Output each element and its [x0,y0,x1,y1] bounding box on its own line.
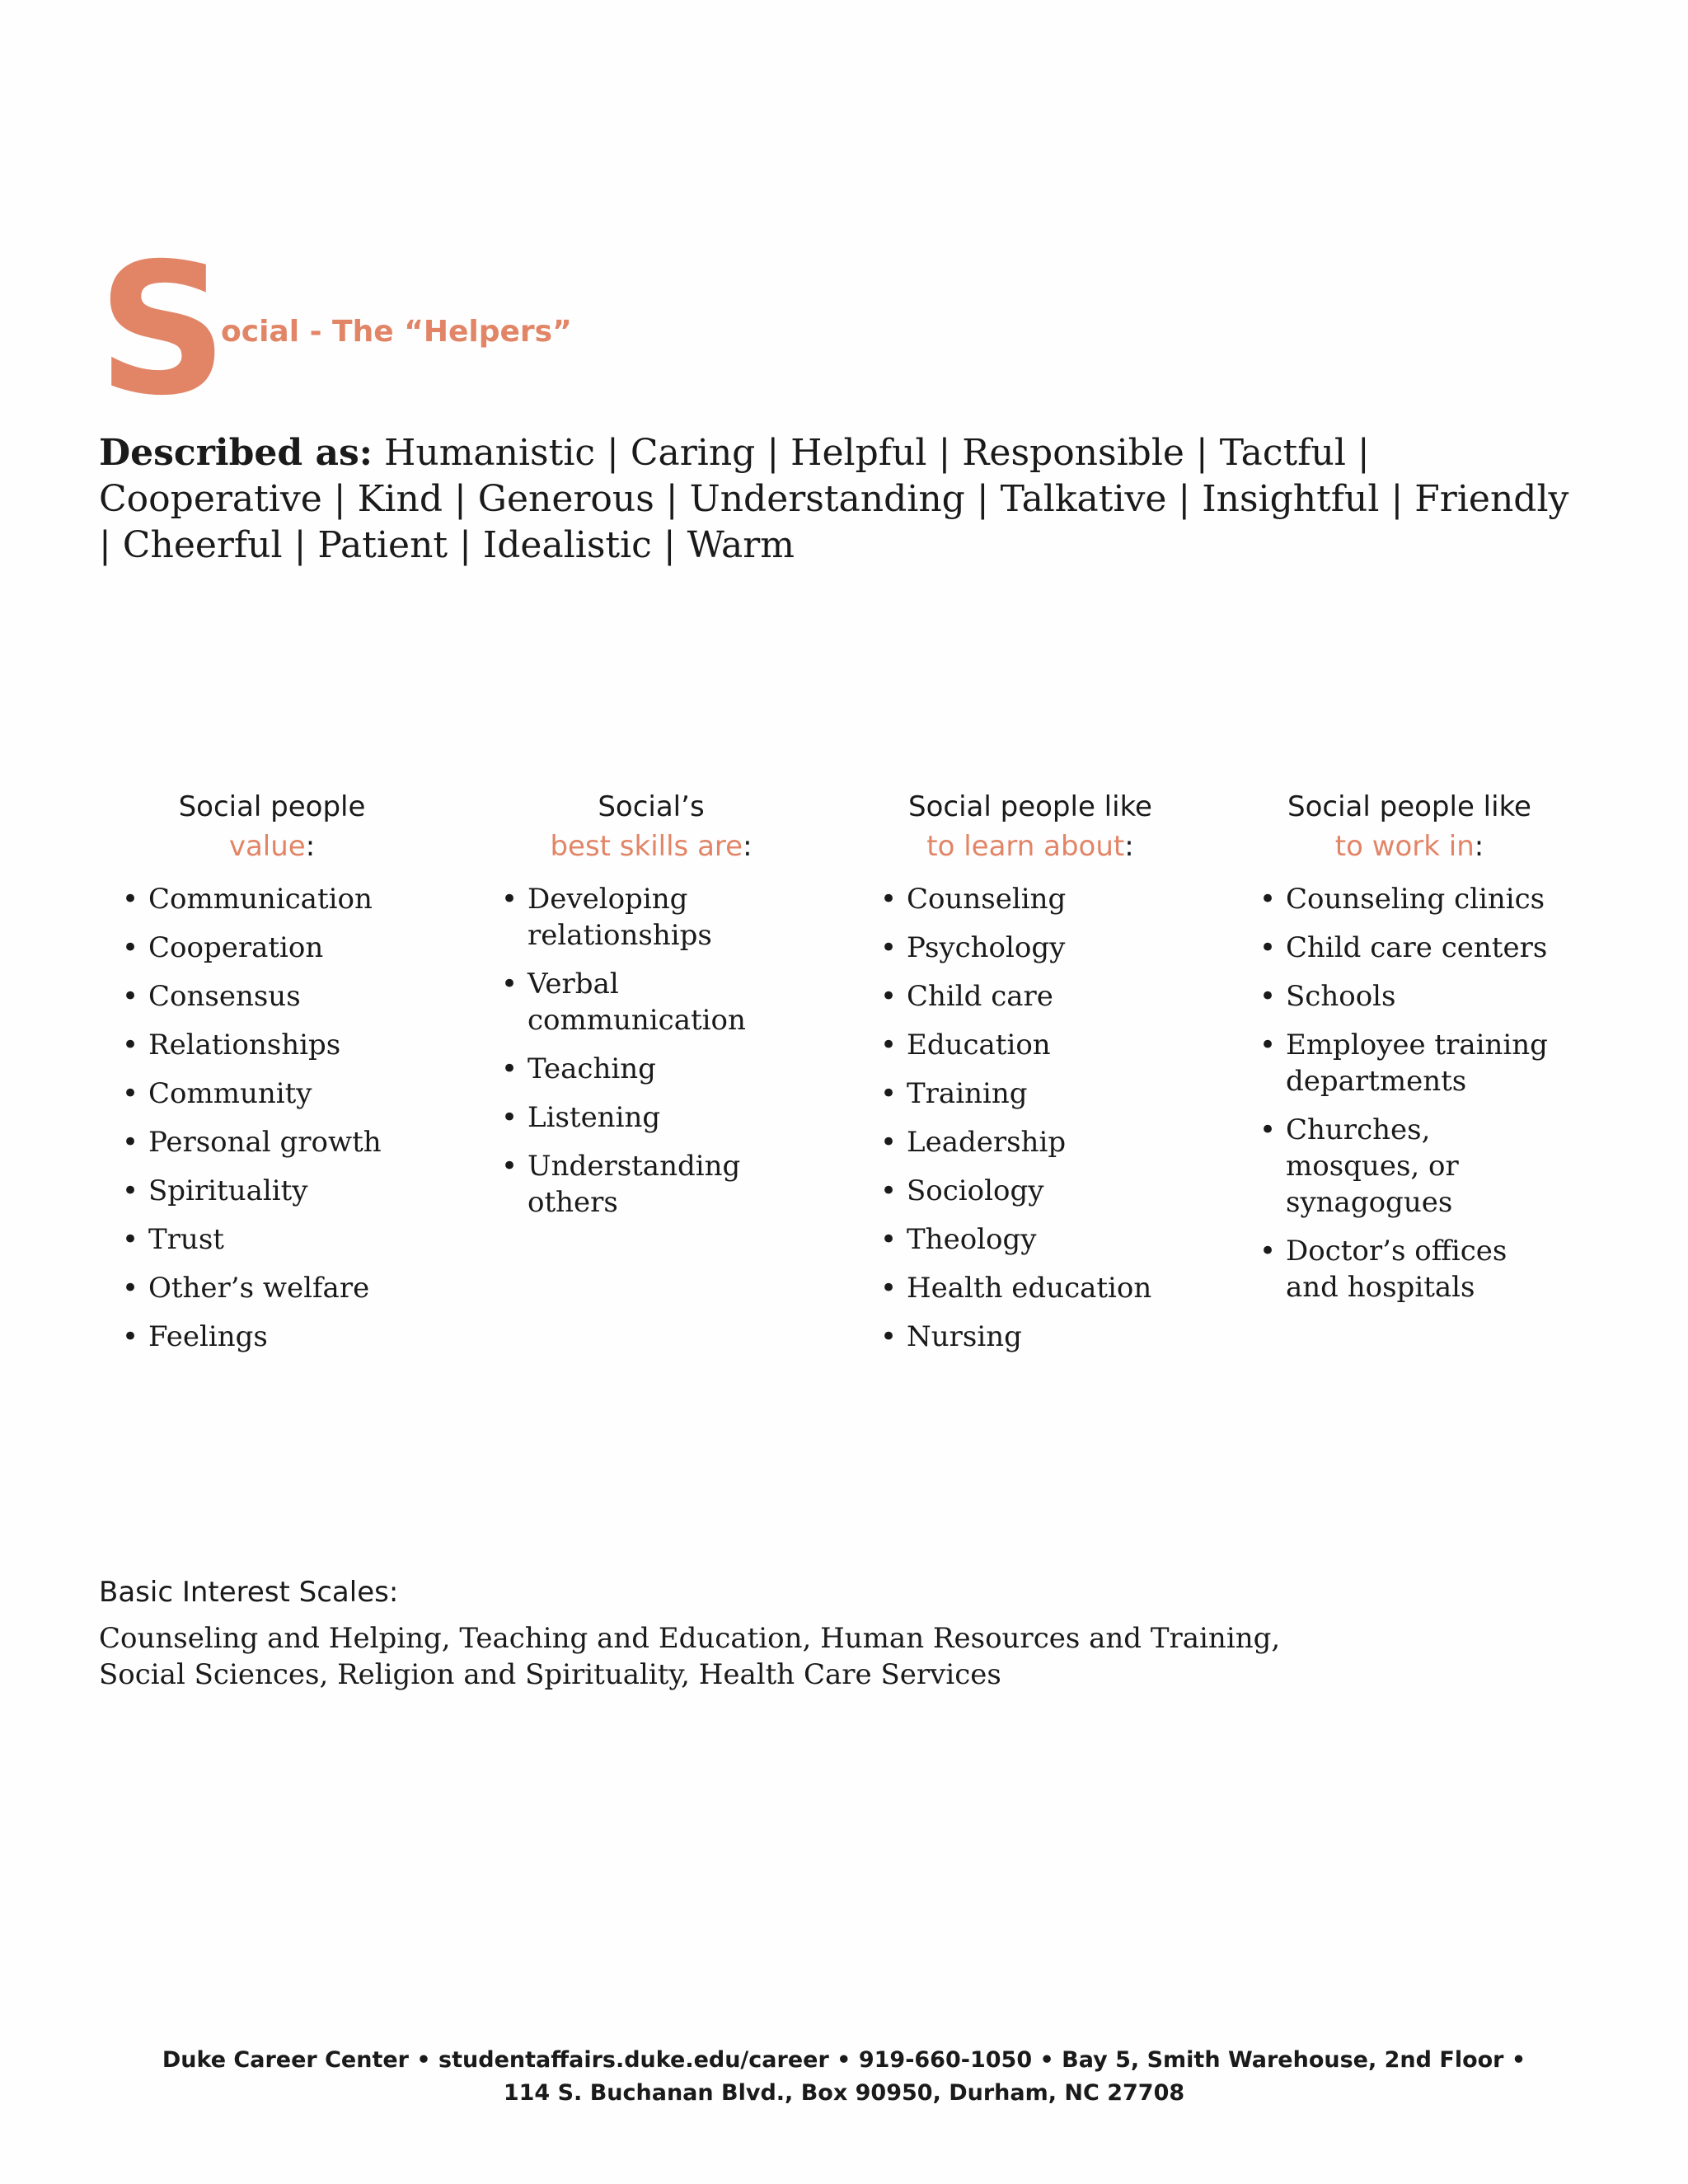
column-title [478,787,824,866]
column-title-suffix: : [743,830,753,863]
footer-line-2: 114 S. Buchanan Blvd., Box 90950, Durham, NC 27708 [503,2080,1185,2106]
list-item: • Other’s welfare [148,1270,429,1306]
column-title [99,787,445,866]
column-title-line: Social people [178,790,366,823]
list-item: • Consensus [148,978,429,1015]
list-item: • Spirituality [148,1173,429,1209]
column-title-line: Social people like [908,790,1152,823]
footer [0,2044,1688,2110]
described-label: Described as: [99,432,373,474]
list-item: • Trust [148,1221,429,1258]
header-initial: S [97,224,228,435]
column-title [857,787,1203,866]
list-item: • Cooperation [148,930,429,966]
column-learn [857,787,1236,1367]
footer-line-1: Duke Career Center • studentaffairs.duke.edu/career • 919-660-1050 • Bay 5, Smith Warehouse, 2nd Floor • [162,2047,1526,2073]
described-text: Humanistic | Caring | Helpful | Responsible | Tactful | Cooperative | Kind | Generous | Understanding | Talkative | Insightful | Friendly | Cheerful | Patient | Idealistic | Warm [99,432,1569,566]
list-item: • Child care [907,978,1187,1015]
list-item: • Health education [907,1270,1187,1306]
list-item: • Child care centers [1286,930,1566,966]
column-title-suffix: : [305,830,316,863]
column-list [478,881,857,1221]
column-title-accent: value [228,830,306,863]
list-item: • Developing relationships [528,881,808,954]
list-item: • Personal growth [148,1124,429,1160]
list-item: • Psychology [907,930,1187,966]
basic-interest-title: Basic Interest Scales: [99,1576,399,1609]
list-item: • Relationships [148,1027,429,1063]
list-item: • Churches, mosques, or synagogues [1286,1112,1566,1221]
described-as [99,430,1582,569]
column-title-suffix: : [1124,830,1134,863]
column-title-line: Social’s [598,790,705,823]
list-item: • Community [148,1076,429,1112]
basic-interest-text: Counseling and Helping, Teaching and Education, Human Resources and Training, Social Sciences, Religion and Spirituality, Health Care Services [99,1622,1281,1691]
list-item: • Nursing [907,1319,1187,1355]
column-title-accent: best skills are [550,830,743,863]
column-title-suffix: : [1474,830,1484,863]
columns [99,787,1615,1367]
list-item: • Employee training departments [1286,1027,1566,1099]
list-item: • Counseling clinics [1286,881,1566,917]
list-item: • Verbal communication [528,966,808,1038]
list-item: • Teaching [528,1051,808,1087]
column-list [99,881,478,1355]
column-list [1236,881,1615,1305]
column-title-accent: to work in [1334,830,1475,863]
basic-interest-scales [99,1572,1335,1693]
list-item: • Counseling [907,881,1187,917]
column-skills [478,787,857,1367]
list-item: • Understanding others [528,1148,808,1221]
column-title-accent: to learn about [926,830,1125,863]
page-title: ocial - The “Helpers” [221,315,572,349]
list-item: • Training [907,1076,1187,1112]
list-item: • Doctor’s offices and hospitals [1286,1233,1566,1305]
column-work [1236,787,1615,1367]
list-item: • Theology [907,1221,1187,1258]
list-item: • Feelings [148,1319,429,1355]
list-item: • Sociology [907,1173,1187,1209]
list-item: • Schools [1286,978,1566,1015]
column-list [857,881,1236,1355]
column-title-line: Social people like [1287,790,1531,823]
column-values [99,787,478,1367]
list-item: • Listening [528,1099,808,1136]
list-item: • Education [907,1027,1187,1063]
list-item: • Communication [148,881,429,917]
list-item: • Leadership [907,1124,1187,1160]
column-title [1236,787,1582,866]
